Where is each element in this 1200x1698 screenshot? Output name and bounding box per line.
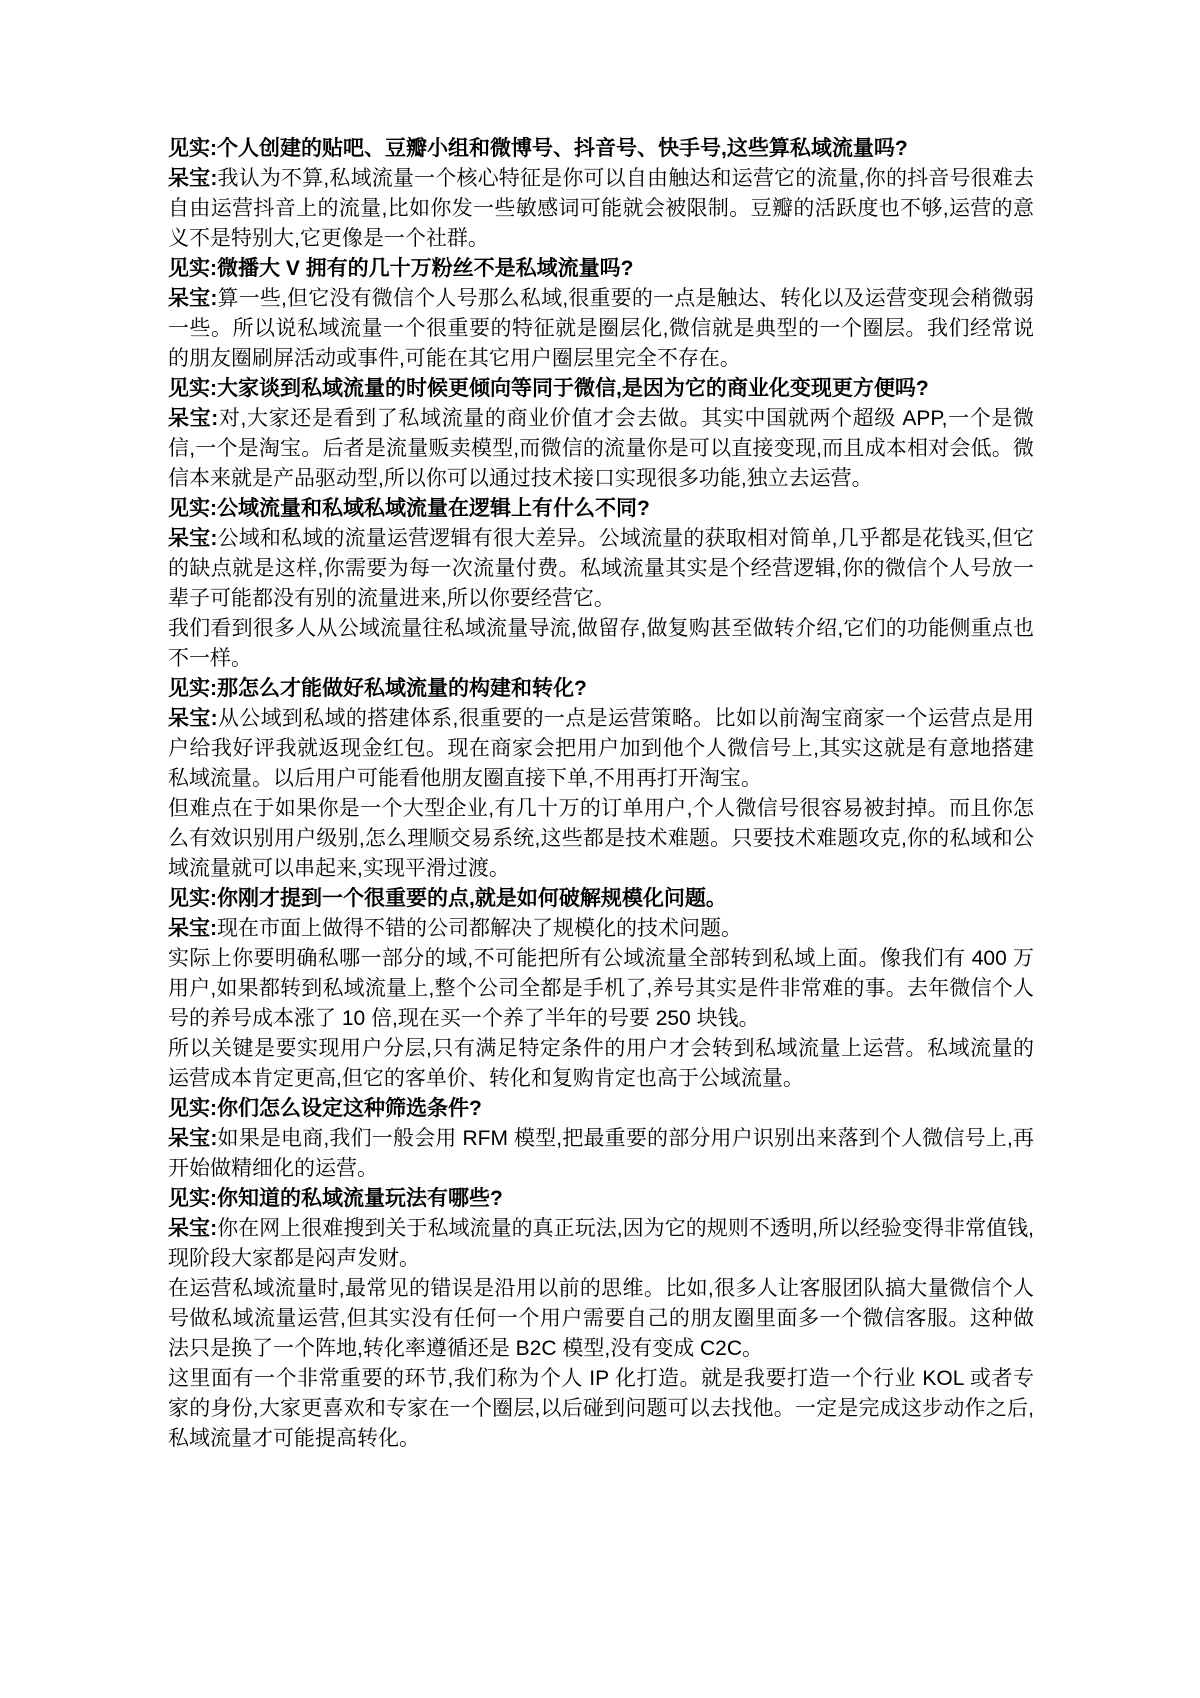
question-block bbox=[168, 674, 1034, 704]
question-paragraph: 见实:个人创建的贴吧、豆瓣小组和微博号、抖音号、快手号,这些算私域流量吗? bbox=[168, 137, 908, 160]
speaker-label: 呆宝: bbox=[168, 287, 218, 310]
question-paragraph: 见实:公域流量和私域私域流量在逻辑上有什么不同? bbox=[168, 497, 650, 520]
answer-paragraph: 呆宝:从公域到私域的搭建体系,很重要的一点是运营策略。比如以前淘宝商家一个运营点是用户给我好评我就返现金红包。现在商家会把用户加到他个人微信号上,其实这就是有意地搭建私域流量。以后用户可能看他朋友圈直接下单,不用再打开淘宝。 bbox=[168, 707, 1034, 790]
question-block bbox=[168, 1094, 1034, 1124]
speaker-label: 呆宝: bbox=[168, 707, 218, 730]
speaker-label: 呆宝: bbox=[168, 527, 218, 550]
answer-block bbox=[168, 284, 1034, 374]
answer-block bbox=[168, 524, 1034, 674]
speaker-label: 呆宝: bbox=[168, 917, 217, 940]
question-block bbox=[168, 1184, 1034, 1214]
answer-paragraph: 呆宝:如果是电商,我们一般会用 RFM 模型,把最重要的部分用户识别出来落到个人微信号上,再开始做精细化的运营。 bbox=[168, 1127, 1034, 1180]
question-paragraph: 见实:你刚才提到一个很重要的点,就是如何破解规模化问题。 bbox=[168, 887, 727, 910]
speaker-label: 呆宝: bbox=[168, 167, 218, 190]
speaker-label: 见实: bbox=[168, 677, 217, 700]
speaker-label: 见实: bbox=[168, 497, 217, 520]
answer-block bbox=[168, 1214, 1034, 1454]
answer-paragraph: 但难点在于如果你是一个大型企业,有几十万的订单用户,个人微信号很容易被封掉。而且你怎么有效识别用户级别,怎么理顺交易系统,这些都是技术难题。只要技术难题攻克,你的私域和公域流量就可以串起来,实现平滑过渡。 bbox=[168, 797, 1034, 880]
question-block bbox=[168, 134, 1034, 164]
answer-block bbox=[168, 164, 1034, 254]
answer-paragraph: 这里面有一个非常重要的环节,我们称为个人 IP 化打造。就是我要打造一个行业 KOL 或者专家的身份,大家更喜欢和专家在一个圈层,以后碰到问题可以去找他。一定是完成这步动作之后,私域流量才可能提高转化。 bbox=[168, 1367, 1034, 1450]
question-block bbox=[168, 884, 1034, 914]
speaker-label: 呆宝: bbox=[168, 407, 219, 430]
question-block bbox=[168, 254, 1034, 284]
speaker-label: 呆宝: bbox=[168, 1127, 218, 1150]
answer-block bbox=[168, 914, 1034, 1094]
answer-paragraph: 实际上你要明确私哪一部分的域,不可能把所有公域流量全部转到私域上面。像我们有 400 万用户,如果都转到私域流量上,整个公司全都是手机了,养号其实是件非常难的事。去年微信个人号的养号成本涨了 10 倍,现在买一个养了半年的号要 250 块钱。 bbox=[168, 947, 1034, 1030]
answer-paragraph: 在运营私域流量时,最常见的错误是沿用以前的思维。比如,很多人让客服团队搞大量微信个人号做私域流量运营,但其实没有任何一个用户需要自己的朋友圈里面多一个微信客服。这种做法只是换了一个阵地,转化率遵循还是 B2C 模型,没有变成 C2C。 bbox=[168, 1277, 1034, 1360]
speaker-label: 见实: bbox=[168, 257, 217, 280]
interview-transcript bbox=[168, 134, 1034, 1454]
speaker-label: 见实: bbox=[168, 1187, 217, 1210]
question-paragraph: 见实:你们怎么设定这种筛选条件? bbox=[168, 1097, 482, 1120]
answer-paragraph: 所以关键是要实现用户分层,只有满足特定条件的用户才会转到私域流量上运营。私域流量的运营成本肯定更高,但它的客单价、转化和复购肯定也高于公域流量。 bbox=[168, 1037, 1034, 1090]
question-block bbox=[168, 374, 1034, 404]
question-paragraph: 见实:大家谈到私域流量的时候更倾向等同于微信,是因为它的商业化变现更方便吗? bbox=[168, 377, 929, 400]
answer-paragraph: 呆宝:你在网上很难搜到关于私域流量的真正玩法,因为它的规则不透明,所以经验变得非常值钱,现阶段大家都是闷声发财。 bbox=[168, 1217, 1035, 1270]
speaker-label: 见实: bbox=[168, 377, 217, 400]
answer-block bbox=[168, 704, 1034, 884]
answer-paragraph: 呆宝:算一些,但它没有微信个人号那么私域,很重要的一点是触达、转化以及运营变现会稍微弱一些。所以说私域流量一个很重要的特征就是圈层化,微信就是典型的一个圈层。我们经常说的朋友圈刷屏活动或事件,可能在其它用户圈层里完全不存在。 bbox=[168, 287, 1034, 370]
question-paragraph: 见实:微播大 V 拥有的几十万粉丝不是私域流量吗? bbox=[168, 257, 634, 280]
answer-paragraph: 呆宝:现在市面上做得不错的公司都解决了规模化的技术问题。 bbox=[168, 917, 742, 940]
question-paragraph: 见实:你知道的私域流量玩法有哪些? bbox=[168, 1187, 503, 1210]
answer-paragraph: 我们看到很多人从公域流量往私域流量导流,做留存,做复购甚至做转介绍,它们的功能侧重点也不一样。 bbox=[168, 617, 1034, 670]
speaker-label: 见实: bbox=[168, 1097, 217, 1120]
speaker-label: 呆宝: bbox=[168, 1217, 218, 1240]
speaker-label: 见实: bbox=[168, 137, 217, 160]
question-block bbox=[168, 494, 1034, 524]
answer-paragraph: 呆宝:公域和私域的流量运营逻辑有很大差异。公域流量的获取相对简单,几乎都是花钱买,但它的缺点就是这样,你需要为每一次流量付费。私域流量其实是个经营逻辑,你的微信个人号放一辈子可能都没有别的流量进来,所以你要经营它。 bbox=[168, 527, 1034, 610]
question-paragraph: 见实:那怎么才能做好私域流量的构建和转化? bbox=[168, 677, 587, 700]
speaker-label: 见实: bbox=[168, 887, 217, 910]
answer-block bbox=[168, 404, 1034, 494]
answer-paragraph: 呆宝:对,大家还是看到了私域流量的商业价值才会去做。其实中国就两个超级 APP,一个是微信,一个是淘宝。后者是流量贩卖模型,而微信的流量你是可以直接变现,而且成本相对会低。微信本来就是产品驱动型,所以你可以通过技术接口实现很多功能,独立去运营。 bbox=[168, 407, 1034, 490]
answer-paragraph: 呆宝:我认为不算,私域流量一个核心特征是你可以自由触达和运营它的流量,你的抖音号很难去自由运营抖音上的流量,比如你发一些敏感词可能就会被限制。豆瓣的活跃度也不够,运营的意义不是特别大,它更像是一个社群。 bbox=[168, 167, 1034, 250]
answer-block bbox=[168, 1124, 1034, 1184]
